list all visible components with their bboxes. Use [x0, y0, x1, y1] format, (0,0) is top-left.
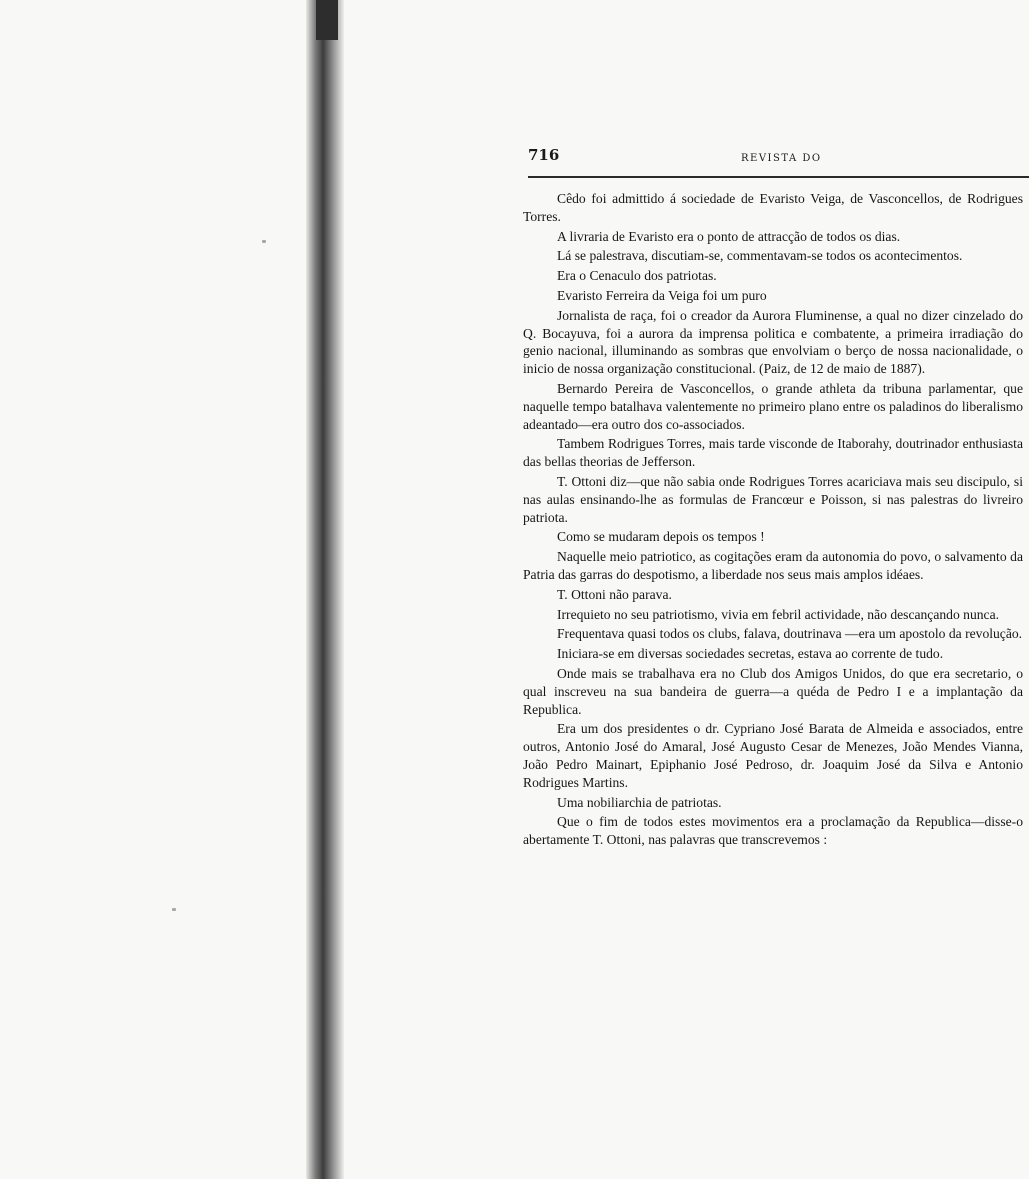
page-number: 716	[528, 146, 560, 164]
paragraph: Lá se palestrava, discutiam-se, commentavam-se todos os acontecimentos.	[557, 248, 963, 264]
paragraph: T. Ottoni diz—que não sabia onde Rodrigues Torres acariciava mais seu discipulo, si nas aulas ensinando-lhe as formulas de Francœur e Poisson, si nas palestras do livreiro patriota.	[523, 473, 1023, 525]
paragraph: Era o Cenaculo dos patriotas.	[557, 268, 717, 284]
paragraph: Evaristo Ferreira da Veiga foi um puro	[557, 287, 767, 303]
paragraph: Jornalista de raça, foi o creador da Aurora Fluminense, a qual no dizer cinzelado do Q. Bocayuva, foi a aurora da imprensa politica e combatente, a primeira irradiação do genio nacional, illuminando as sombras que envolviam o berço de nossa nacionalidade, o inicio de nossa organização constitucional. (Paiz, de 12 de maio de 1887).	[523, 307, 1023, 377]
paragraph: Irrequieto no seu patriotismo, vivia em febril actividade, não descançando nunca.	[557, 606, 1000, 622]
paper-speck	[172, 908, 176, 911]
header-rule	[528, 176, 1029, 178]
paragraph: A livraria de Evaristo era o ponto de attracção de todos os dias.	[557, 228, 901, 244]
paragraph: T. Ottoni não parava.	[557, 586, 672, 602]
paragraph: Era um dos presidentes o dr. Cypriano José Barata de Almeida e associados, entre outros, Antonio José do Amaral, José Augusto Cesar de Menezes, João Mendes Vianna, João Pedro Mainart, Epiphanio José Pedroso, dr. Joaquim José da Silva e Antonio Rodrigues Martins.	[523, 721, 1023, 790]
paragraph: Frequentava quasi todos os clubs, falava, doutrinava —era um apostolo da revolução.	[557, 626, 1023, 642]
book-gutter-shadow	[306, 0, 344, 1179]
book-gutter-dark-edge	[316, 0, 338, 40]
paragraph: Cêdo foi admittido á sociedade de Evaristo Veiga, de Vasconcellos, de Rodrigues Torres.	[523, 191, 1023, 224]
paragraph: Que o fim de todos estes movimentos era a proclamação da Republica—disse-o abertamente T. Ottoni, nas palavras que transcrevemos :	[523, 814, 1023, 848]
paragraph: Tambem Rodrigues Torres, mais tarde visconde de Itaborahy, doutrinador enthusiasta das bellas theorias de Jefferson.	[523, 436, 1023, 470]
paragraph: Iniciara-se em diversas sociedades secretas, estava ao corrente de tudo.	[557, 646, 944, 662]
paragraph: Onde mais se trabalhava era no Club dos Amigos Unidos, do que era secretario, o qual inscreveu na sua bandeira de guerra—a quéda de Pedro I e a implantação da Republica.	[523, 665, 1023, 717]
running-head: REVISTA DO	[741, 153, 822, 164]
paragraph: Naquelle meio patriotico, as cogitações eram da autonomia do povo, o salvamento da Patria das garras do despotismo, a liberdade nos seus mais amplos idéaes.	[523, 549, 1023, 582]
paragraph: Como se mudaram depois os tempos !	[557, 529, 765, 545]
body-text	[523, 190, 1023, 851]
page-header	[528, 146, 1028, 176]
paragraph: Uma nobiliarchia de patriotas.	[557, 794, 722, 810]
paragraph: Bernardo Pereira de Vasconcellos, o grande athleta da tribuna parlamentar, que naquelle tempo batalhava valentemente no primeiro plano entre os paladinos do liberalismo adeantado—era outro dos co-associados.	[523, 380, 1023, 432]
paper-speck	[262, 240, 266, 243]
